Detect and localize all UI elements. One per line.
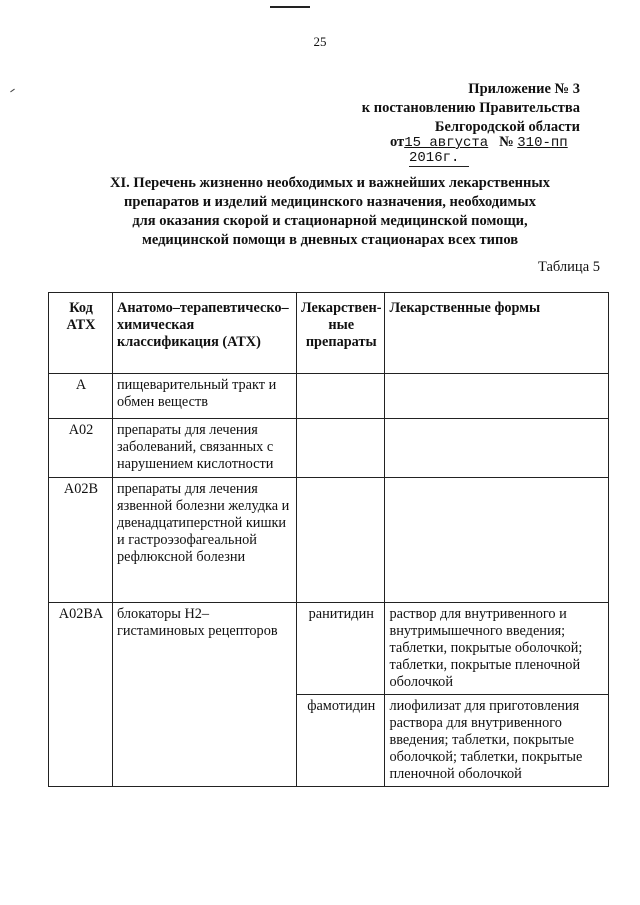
cell-drug bbox=[297, 478, 385, 603]
cell-drug bbox=[297, 374, 385, 419]
cell-classification: блокаторы H2–гистаминовых рецепторов bbox=[113, 603, 297, 787]
cell-code: A02B bbox=[49, 478, 113, 603]
cell-code: A bbox=[49, 374, 113, 419]
cell-drug: фамотидин bbox=[297, 695, 385, 787]
handwritten-date: 15 августа bbox=[404, 135, 489, 151]
heading-line: медицинской помощи в дневных стационарах всех типов bbox=[141, 232, 519, 248]
cell-forms: лиофилизат для приготовления раствора для внутривенного введения; таблетки, покрытые оболочкой; таблетки, покрытые пленочной оболочкой bbox=[385, 695, 609, 787]
handwritten-number: 310-пп bbox=[517, 135, 568, 151]
header-drugs: Лекарствен-ные препараты bbox=[297, 293, 385, 374]
table-row bbox=[49, 374, 609, 419]
section-heading bbox=[60, 174, 600, 250]
appendix-title: Приложение № 3 bbox=[468, 81, 580, 97]
heading-line: XI. Перечень жизненно необходимых и важнейших лекарственных bbox=[110, 175, 550, 191]
cell-classification: препараты для лечения заболеваний, связанных с нарушением кислотности bbox=[113, 419, 297, 478]
heading-line: препаратов и изделий медицинского назначения, необходимых bbox=[124, 194, 536, 210]
heading-line: для оказания скорой и стационарной медицинской помощи, bbox=[132, 213, 528, 229]
scan-speck bbox=[10, 89, 15, 93]
cell-forms bbox=[385, 374, 609, 419]
cell-code: A02BA bbox=[49, 603, 113, 787]
cell-forms: раствор для внутривенного и внутримышечного введения; таблетки, покрытые оболочкой; таблетки, покрытые пленочной оболочкой bbox=[385, 603, 609, 695]
table-row bbox=[49, 419, 609, 478]
appendix-line-decree: к постановлению Правительства bbox=[361, 100, 580, 116]
date-prefix: от bbox=[390, 134, 405, 150]
number-label: № bbox=[499, 134, 514, 150]
header-forms: Лекарственные формы bbox=[385, 293, 609, 374]
table-row bbox=[49, 478, 609, 603]
cell-code: A02 bbox=[49, 419, 113, 478]
cell-forms bbox=[385, 478, 609, 603]
page-number: 25 bbox=[313, 34, 327, 49]
appendix-header bbox=[260, 80, 580, 137]
cell-drug: ранитидин bbox=[297, 603, 385, 695]
header-code: Код АТХ bbox=[49, 293, 113, 374]
cell-classification: препараты для лечения язвенной болезни желудка и двенадцатиперстной кишки и гастроэзофагеальной рефлюксной болезни bbox=[113, 478, 297, 603]
scan-mark bbox=[270, 6, 310, 8]
cell-forms bbox=[385, 419, 609, 478]
drug-table bbox=[48, 292, 609, 787]
appendix-line-region: Белгородской области bbox=[434, 119, 580, 135]
cell-drug bbox=[297, 419, 385, 478]
table-row bbox=[49, 603, 609, 695]
handwritten-year: 2016г. bbox=[409, 150, 469, 167]
cell-classification: пищеварительный тракт и обмен веществ bbox=[113, 374, 297, 419]
header-classification: Анатомо–терапевтическо–химическая классификация (АТХ) bbox=[113, 293, 297, 374]
order-date-line bbox=[390, 134, 568, 151]
table-label: Таблица 5 bbox=[537, 259, 600, 275]
table-header-row bbox=[49, 293, 609, 374]
